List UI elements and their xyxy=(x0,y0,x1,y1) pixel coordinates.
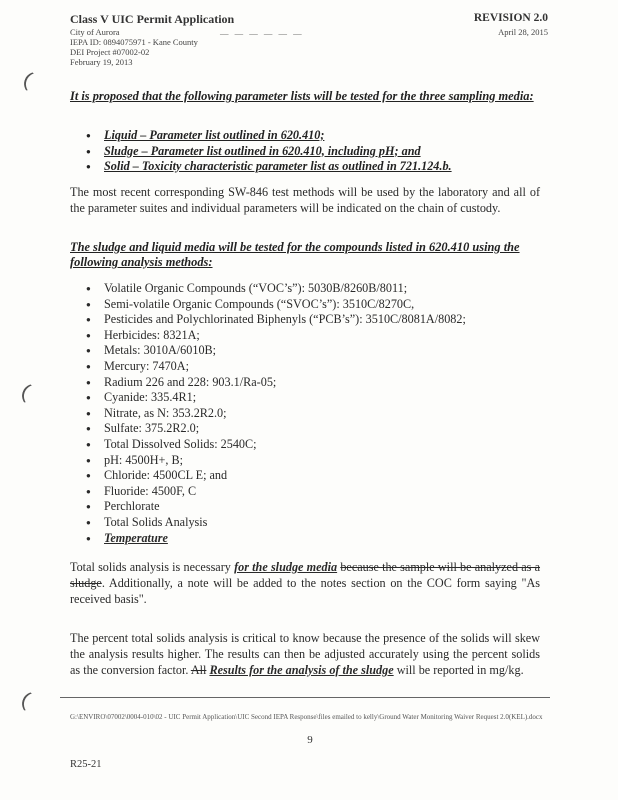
method-herbicides: ● Herbicides: 8321A; xyxy=(82,328,542,344)
analysis-heading: The sludge and liquid media will be tested for the compounds listed in 620.410 using the following analysis methods: xyxy=(70,240,520,269)
media-heading: It is proposed that the following parameter lists will be tested for the three sampling media: xyxy=(70,89,534,103)
method-pcb: ● Pesticides and Polychlorinated Biphenyls (“PCB’s”): 3510C/8081A/8082; xyxy=(82,312,542,328)
revision-date: April 28, 2015 xyxy=(498,27,548,37)
page-number: 9 xyxy=(307,734,313,746)
media-item-sludge: ● Sludge – Parameter list outlined in 620.410, including pH; and xyxy=(82,144,542,160)
total-solids-paragraph xyxy=(70,559,540,607)
header-line-project: DEI Project #07002-02 xyxy=(70,47,150,57)
method-radium: ● Radium 226 and 228: 903.1/Ra-05; xyxy=(82,375,542,391)
method-cyanide: ● Cyanide: 335.4R1; xyxy=(82,390,542,406)
header-line-date: February 19, 2013 xyxy=(70,57,133,67)
footer-file-path: G:\ENVIRO\07002\0004-010\02 - UIC Permit Application\UIC Second IEPA Response\files emailed to kelly\Ground Water Monitoring Waiver Request 2.0(KEL).docx xyxy=(70,713,543,721)
binder-hole-middle xyxy=(19,380,51,411)
method-chloride: ● Chloride: 4500CL E; and xyxy=(82,468,542,484)
header-dashes: — — — — — — xyxy=(220,28,304,38)
method-perchlorate: ● Perchlorate xyxy=(82,499,542,515)
binder-hole-bottom xyxy=(19,688,51,719)
method-metals: ● Metals: 3010A/6010B; xyxy=(82,343,542,359)
method-voc: ● Volatile Organic Compounds (“VOC’s”): 5030B/8260B/8011; xyxy=(82,281,542,297)
doc-title: Class V UIC Permit Application xyxy=(70,12,235,26)
method-temperature: ● Temperature xyxy=(82,531,542,547)
method-total-solids: ● Total Solids Analysis xyxy=(82,515,542,531)
method-svoc: ● Semi-volatile Organic Compounds (“SVOC’s”): 3510C/8270C, xyxy=(82,297,542,313)
ts-text-1: Total solids analysis is necessary xyxy=(70,560,235,574)
method-mercury: ● Mercury: 7470A; xyxy=(82,359,542,375)
method-sulfate: ● Sulfate: 375.2R2.0; xyxy=(82,421,542,437)
header-line-city: City of Aurora xyxy=(70,27,120,37)
ts-text-2: . Additionally, a note will be added to the notes section on the COC form saying "As received basis". xyxy=(70,576,540,606)
ts-text-sludge-media: for the sludge media xyxy=(234,560,338,574)
header-meta xyxy=(70,27,198,67)
media-item-solid: ● Solid – Toxicity characteristic parameter list as outlined in 721.124.b. xyxy=(82,159,542,175)
percent-solids-paragraph xyxy=(70,630,540,678)
bates-code: R25-21 xyxy=(70,759,102,770)
ps-text-struck-all: All xyxy=(190,663,207,677)
ps-text-1: The percent total solids analysis is critical to know because the presence of the solids will skew the analysis results higher. The results can then be adjusted accurately using the percent solids as the conversion factor. xyxy=(70,631,540,677)
binder-hole-top xyxy=(21,68,53,99)
analysis-method-list xyxy=(82,281,542,546)
method-ph: ● pH: 4500H+, B; xyxy=(82,453,542,469)
media-list xyxy=(82,128,542,175)
ps-text-2: will be reported in mg/kg. xyxy=(393,663,524,677)
method-nitrate: ● Nitrate, as N: 353.2R2.0; xyxy=(82,406,542,422)
footer-rule xyxy=(60,697,550,698)
methods-paragraph: The most recent corresponding SW-846 test methods will be used by the laboratory and all of the parameter suites and individual parameters will be indicated on the chain of custody. xyxy=(70,185,540,215)
revision-label: REVISION 2.0 xyxy=(473,12,548,24)
header-line-iepa: IEPA ID: 0894075971 - Kane County xyxy=(70,37,198,47)
method-fluoride: ● Fluoride: 4500F, C xyxy=(82,484,542,500)
ts-text-struck: because the sample will be analyzed as a sludge xyxy=(70,560,541,590)
media-item-liquid: ● Liquid – Parameter list outlined in 620.410; xyxy=(82,128,542,144)
ps-text-sludge-results: Results for the analysis of the sludge xyxy=(209,663,394,677)
method-tds: ● Total Dissolved Solids: 2540C; xyxy=(82,437,542,453)
